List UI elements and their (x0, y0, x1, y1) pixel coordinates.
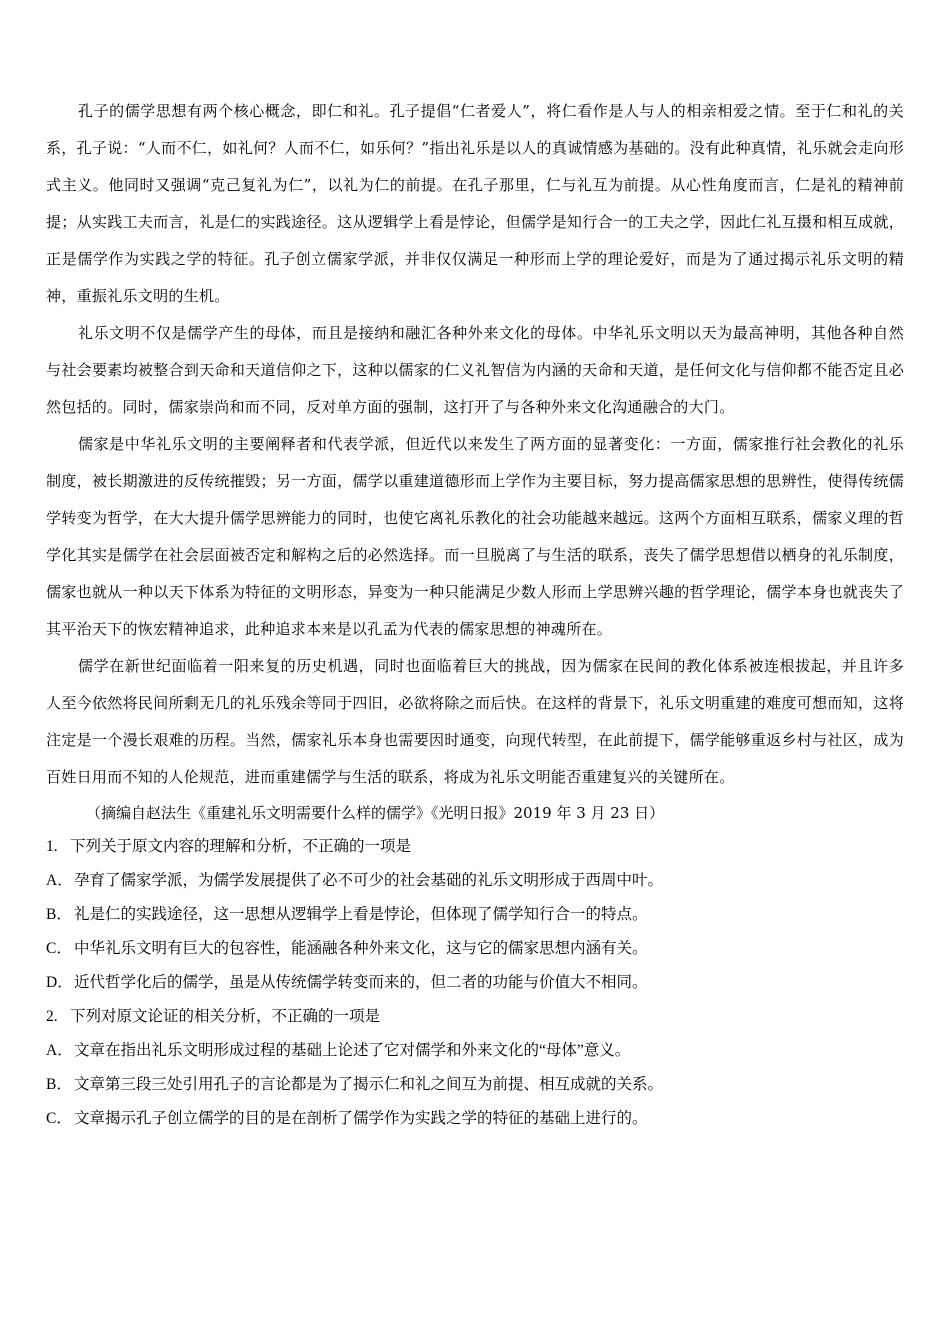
passage-paragraph-1: 孔子的儒学思想有两个核心概念，即仁和礼。孔子提倡“仁者爱人”，将仁看作是人与人的相亲相爱之情。至于仁和礼的关系，孔子说：“人而不仁，如礼何？人而不仁，如乐何？”指出礼乐是以人的真诚情感为基础的。没有此种真情，礼乐就会走向形式主义。他同时又强调“克己复礼为仁”，以礼为仁的前提。在孔子那里，仁与礼互为前提。从心性角度而言，仁是礼的精神前提；从实践工夫而言，礼是仁的实践途径。这从逻辑学上看是悖论，但儒学是知行合一的工夫之学，因此仁礼互摄和相互成就，正是儒学作为实践之学的特征。孔子创立儒家学派，并非仅仅满足一种形而上学的理论爱好，而是为了通过揭示礼乐文明的精神，重振礼乐文明的生机。 (46, 102, 904, 305)
option-label: B． (46, 906, 72, 923)
question-2-option-a[interactable] (46, 1034, 904, 1068)
question-1-option-a[interactable] (46, 864, 904, 898)
option-label: D． (46, 974, 73, 991)
question-2-option-c[interactable] (46, 1102, 904, 1136)
question-stem-text: 下列关于原文内容的理解和分析，不正确的一项是 (70, 838, 412, 855)
passage-paragraph-4: 儒学在新世纪面临着一阳来复的历史机遇，同时也面临着巨大的挑战，因为儒家在民间的教化体系被连根拔起，并且许多人至今依然将民间所剩无几的礼乐残余等同于四旧，必欲将除之而后快。在这样的背景下，礼乐文明重建的难度可想而知，这将注定是一个漫长艰难的历程。当然，儒家礼乐本身也需要因时通变，向现代转型，在此前提下，儒学能够重返乡村与社区，成为百姓日用而不知的人伦规范，进而重建儒学与生活的联系，将成为礼乐文明能否重建复兴的关键所在。 (46, 657, 904, 786)
passage-paragraph-3: 儒家是中华礼乐文明的主要阐释者和代表学派，但近代以来发生了两方面的显著变化：一方面，儒家推行社会教化的礼乐制度，被长期激进的反传统摧毁；另一方面，儒学以重建道德形而上学作为主要目标，努力提高儒家思想的思辨性，使得传统儒学转变为哲学，在大大提升儒学思辨能力的同时，也使它离礼乐教化的社会功能越来越远。这两个方面相互联系，儒家义理的哲学化其实是儒学在社会层面被否定和解构之后的必然选择。而一旦脱离了与生活的联系，丧失了儒学思想借以栖身的礼乐制度，儒家也就从一种以天下体系为特征的文明形态，异变为一种只能满足少数人形而上学思辨兴趣的哲学理论，儒学本身也就丧失了其平治天下的恢宏精神追求，此种追求本来是以孔孟为代表的儒家思想的神魂所在。 (46, 435, 904, 638)
document-page (46, 93, 904, 1136)
option-label: B． (46, 1076, 72, 1093)
passage-source: （摘编自赵法生《重建礼乐文明需要什么样的儒学》《光明日报》2019 年 3 月 23 日） (86, 804, 665, 822)
option-text: 孕育了儒家学派，为儒学发展提供了必不可少的社会基础的礼乐文明形成于西周中叶。 (74, 872, 664, 889)
option-label: A． (46, 872, 73, 889)
question-2 (46, 1000, 904, 1136)
question-1-option-b[interactable] (46, 898, 904, 932)
passage-paragraph-2: 礼乐文明不仅是儒学产生的母体，而且是接纳和融汇各种外来文化的母体。中华礼乐文明以天为最高神明，其他各种自然与社会要素均被整合到天命和天道信仰之下，这种以儒家的仁义礼智信为内涵的天命和天道，是任何文化与信仰都不能否定且必然包括的。同时，儒家崇尚和而不同，反对单方面的强制，这打开了与各种外来文化沟通融合的大门。 (46, 324, 904, 416)
question-1-option-d[interactable] (46, 966, 904, 1000)
option-text: 中华礼乐文明有巨大的包容性，能涵融各种外来文化，这与它的儒家思想内涵有关。 (74, 940, 648, 957)
option-text: 文章揭示孔子创立儒学的目的是在剖析了儒学作为实践之学的特征的基础上进行的。 (74, 1110, 648, 1127)
question-1 (46, 830, 904, 1000)
option-text: 文章在指出礼乐文明形成过程的基础上论述了它对儒学和外来文化的“母体”意义。 (74, 1042, 631, 1059)
option-label: C． (46, 940, 72, 957)
question-2-stem (46, 1000, 904, 1034)
option-text: 近代哲学化后的儒学，虽是从传统儒学转变而来的，但二者的功能与价值大不相同。 (74, 974, 648, 991)
option-text: 文章第三段三处引用孔子的言论都是为了揭示仁和礼之间互为前提、相互成就的关系。 (74, 1076, 664, 1093)
option-label: A． (46, 1042, 73, 1059)
option-text: 礼是仁的实践途径，这一思想从逻辑学上看是悖论，但体现了儒学知行合一的特点。 (74, 906, 648, 923)
question-stem-text: 下列对原文论证的相关分析，不正确的一项是 (70, 1008, 381, 1025)
question-1-stem (46, 830, 904, 864)
question-number: 2. (46, 1008, 58, 1025)
option-label: C． (46, 1110, 72, 1127)
question-2-option-b[interactable] (46, 1068, 904, 1102)
question-1-option-c[interactable] (46, 932, 904, 966)
question-number: 1. (46, 838, 58, 855)
